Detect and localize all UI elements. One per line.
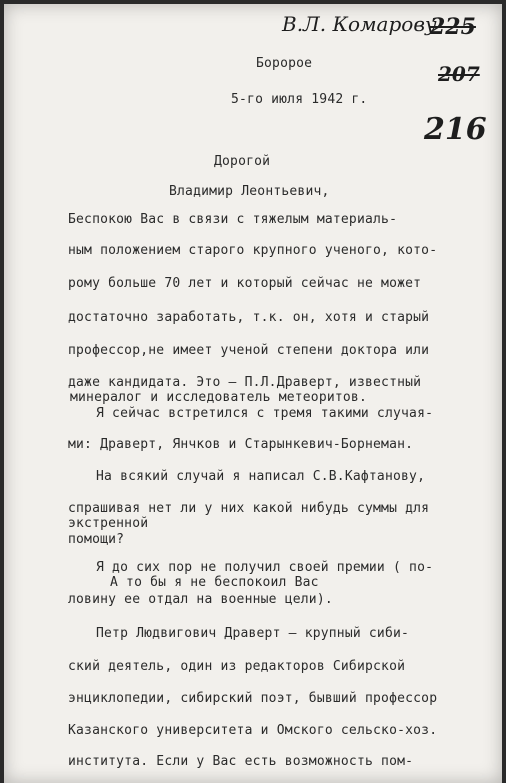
handwritten-addressee: В.Л. Комарову xyxy=(282,12,437,36)
handwritten-number-216: 216 xyxy=(424,112,487,147)
body-line: энциклопедии, сибирский поэт, бывший профессор xyxy=(68,691,438,706)
letter-place: Боророе xyxy=(256,56,313,71)
body-line: экстренной xyxy=(68,516,149,531)
letter-page xyxy=(4,4,502,783)
body-line: института. Если у Вас есть возможность пом- xyxy=(68,754,414,769)
body-line: спрашивая нет ли у них какой нибудь суммы для xyxy=(68,501,430,516)
body-line: ным положением старого крупного ученого, кото- xyxy=(68,243,438,258)
salutation-line-2: Владимир Леонтьевич, xyxy=(169,184,330,199)
body-line: Я сейчас встретился с тремя такими случая- xyxy=(96,406,434,421)
body-line: помощи? xyxy=(68,532,125,547)
body-line: ми: Драверт, Янчков и Старынкевич-Борнеман. xyxy=(68,437,414,452)
letter-date: 5-го июля 1942 г. xyxy=(231,92,368,107)
body-line: Беспокою Вас в связи с тяжелым материаль- xyxy=(68,212,398,227)
handwritten-number-crossed-1: 225 xyxy=(430,14,476,40)
body-line: минералог и исследователь метеоритов. xyxy=(70,390,367,405)
body-line: профессор,не имеет ученой степени доктора или xyxy=(68,343,430,358)
body-line: А то бы я не беспокоил Вас xyxy=(110,575,319,590)
body-line: Казанского университета и Омского сельско-хоз. xyxy=(68,723,438,738)
salutation-line-1: Дорогой xyxy=(214,154,271,169)
body-line: Петр Людвигович Драверт — крупный сиби- xyxy=(96,626,410,641)
body-line: рому больше 70 лет и который сейчас не может xyxy=(68,276,422,291)
body-line: На всякий случай я написал С.В.Кафтанову, xyxy=(96,469,426,484)
body-line: ловину ее отдал на военные цели). xyxy=(68,592,333,607)
body-line: даже кандидата. Это — П.Л.Драверт, известный xyxy=(68,375,422,390)
handwritten-number-crossed-2: 207 xyxy=(438,62,480,86)
body-line: ский деятель, один из редакторов Сибирской xyxy=(68,659,406,674)
body-line: достаточно заработать, т.к. он, хотя и старый xyxy=(68,310,430,325)
body-line: Я до сих пор не получил своей премии ( по- xyxy=(96,560,434,575)
